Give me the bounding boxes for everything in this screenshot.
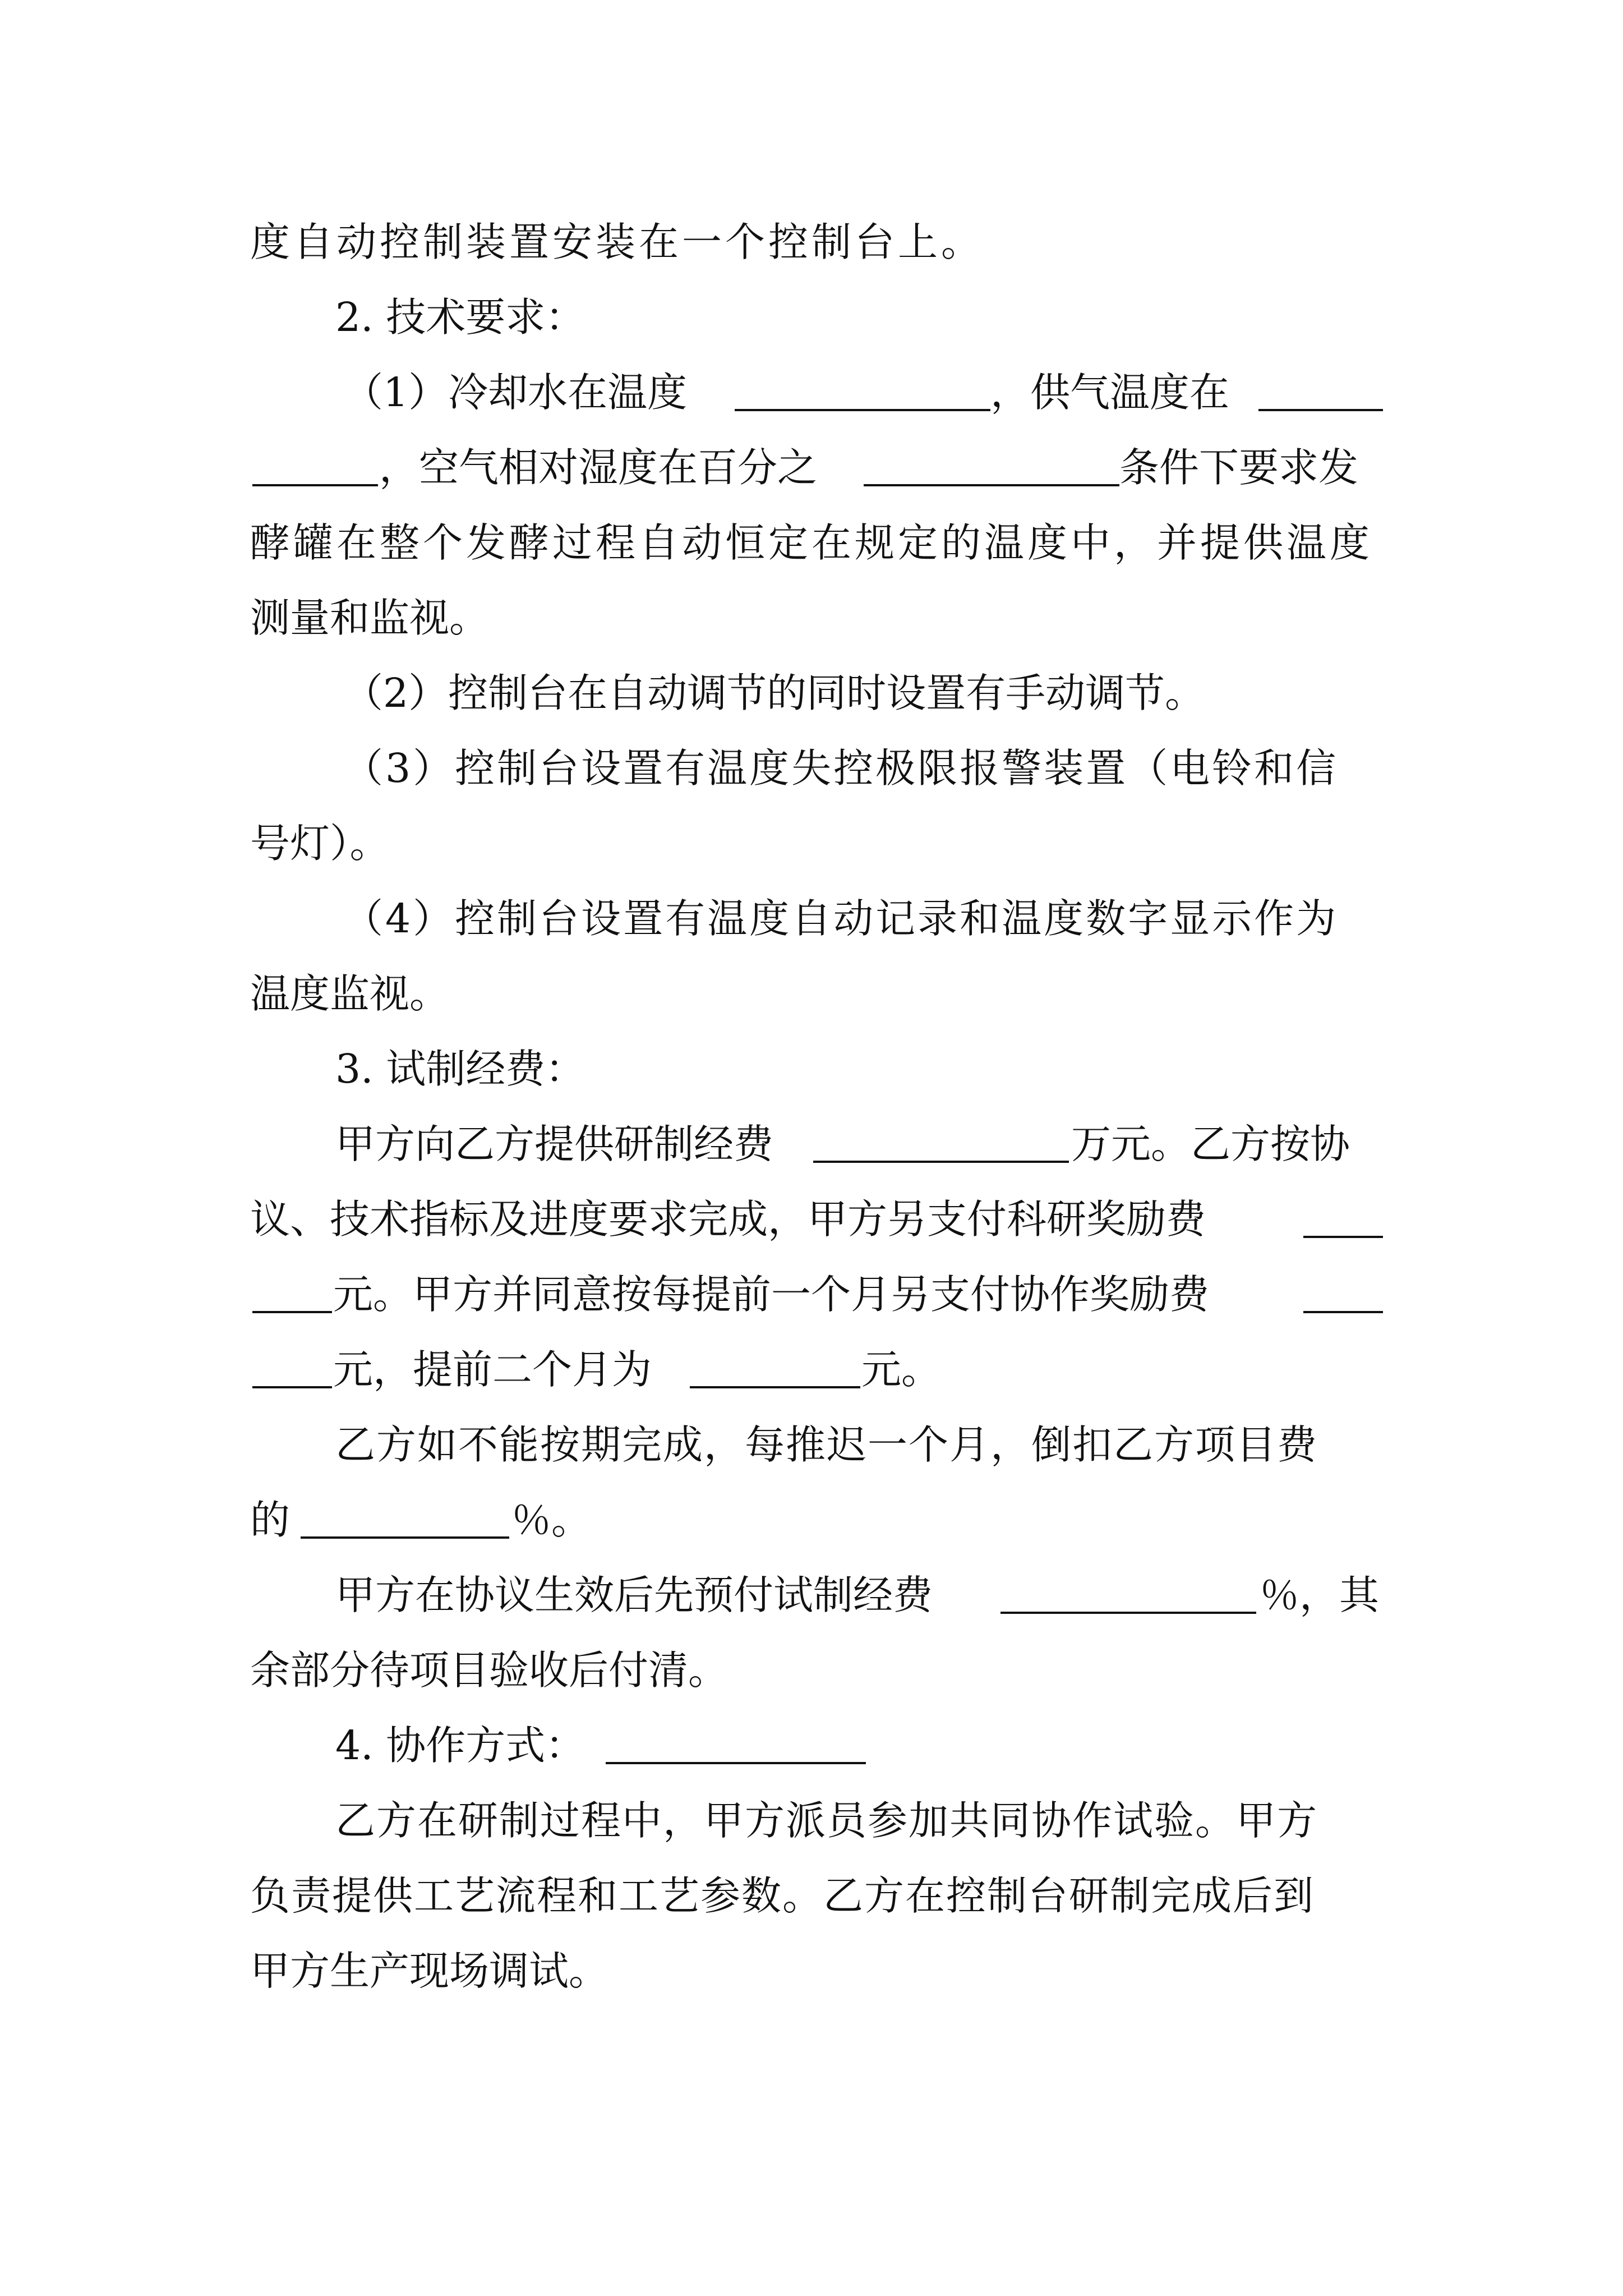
paragraph-line bbox=[0, 738, 1623, 799]
paragraph-line bbox=[0, 1940, 1623, 2002]
paragraph-line bbox=[0, 1264, 1623, 1326]
text-run: 号灯）。 bbox=[250, 820, 390, 867]
text-run: 元，提前二个月为 bbox=[333, 1346, 652, 1393]
text-run: 酵罐在整个发酵过程自动恒定在规定的温度中，并提供温度 bbox=[250, 519, 1373, 566]
text-run: 测量和监视。 bbox=[250, 595, 490, 641]
fill-blank bbox=[735, 372, 990, 411]
paragraph-line bbox=[0, 1640, 1623, 1701]
text-run: 甲方生产现场调试。 bbox=[250, 1948, 609, 1994]
paragraph-line bbox=[0, 1189, 1623, 1250]
fill-blank bbox=[1303, 1199, 1383, 1238]
paragraph-line bbox=[0, 587, 1623, 649]
fill-blank bbox=[252, 1349, 332, 1388]
text-run: 甲方向乙方提供研制经费 bbox=[335, 1121, 774, 1167]
text-run: ，空气相对湿度在百分之 bbox=[379, 444, 818, 491]
fill-blank bbox=[1000, 1575, 1256, 1614]
fill-blank bbox=[252, 1274, 332, 1313]
fill-blank bbox=[813, 1124, 1069, 1163]
text-run: 元。 bbox=[861, 1346, 942, 1393]
paragraph-line bbox=[0, 211, 1623, 273]
fill-blank bbox=[301, 1499, 509, 1539]
text-run: 的 bbox=[250, 1497, 291, 1543]
paragraph-line bbox=[0, 888, 1623, 950]
text-run: 2. 技术要求： bbox=[335, 294, 585, 341]
text-run: 条件下要求发 bbox=[1119, 444, 1359, 491]
text-run: 负责提供工艺流程和工艺参数。乙方在控制台研制完成后到 bbox=[250, 1872, 1315, 1919]
text-run: （3）控制台设置有温度失控极限报警装置（电铃和信 bbox=[343, 745, 1339, 792]
paragraph-line bbox=[0, 362, 1623, 424]
text-run: 4. 协作方式： bbox=[335, 1722, 585, 1769]
paragraph-line bbox=[0, 1865, 1623, 1927]
text-run: ，供气温度在 bbox=[990, 369, 1230, 416]
paragraph-line bbox=[0, 437, 1623, 499]
fill-blank bbox=[690, 1349, 860, 1388]
fill-blank bbox=[252, 447, 378, 486]
fill-blank bbox=[864, 447, 1119, 486]
text-run: 温度监视。 bbox=[250, 970, 450, 1017]
paragraph-line bbox=[0, 512, 1623, 574]
text-run: ％。 bbox=[511, 1497, 592, 1543]
paragraph-line bbox=[0, 813, 1623, 875]
text-run: 余部分待项目验收后付清。 bbox=[250, 1647, 728, 1694]
text-run: ％，其 bbox=[1260, 1572, 1380, 1618]
paragraph-line bbox=[0, 1565, 1623, 1626]
text-run: 甲方在协议生效后先预付试制经费 bbox=[335, 1572, 933, 1618]
section-heading-3 bbox=[0, 1038, 1623, 1100]
paragraph-line bbox=[0, 963, 1623, 1025]
text-run: （4）控制台设置有温度自动记录和温度数字显示作为 bbox=[343, 895, 1339, 942]
fill-blank bbox=[606, 1725, 866, 1764]
text-run: （2）控制台在自动调节的同时设置有手动调节。 bbox=[343, 670, 1205, 716]
fill-blank bbox=[1303, 1274, 1383, 1313]
paragraph-line bbox=[0, 1114, 1623, 1175]
paragraph-line bbox=[0, 1489, 1623, 1551]
paragraph-line bbox=[0, 1414, 1623, 1476]
section-heading-4 bbox=[0, 1715, 1623, 1777]
paragraph-line bbox=[0, 1339, 1623, 1401]
text-run: 万元。乙方按协 bbox=[1071, 1121, 1350, 1167]
text-run: 乙方在研制过程中，甲方派员参加共同协作试验。甲方 bbox=[335, 1797, 1318, 1844]
section-heading-2 bbox=[0, 287, 1623, 348]
paragraph-line bbox=[0, 1790, 1623, 1852]
text-run: 度自动控制装置安装在一个控制台上。 bbox=[250, 219, 985, 265]
text-run: （1）冷却水在温度 bbox=[343, 369, 688, 416]
text-run: 议、技术指标及进度要求完成，甲方另支付科研奖励费 bbox=[250, 1196, 1206, 1243]
fill-blank bbox=[1258, 372, 1383, 411]
text-run: 元。甲方并同意按每提前一个月另支付协作奖励费 bbox=[333, 1271, 1210, 1318]
paragraph-line bbox=[0, 662, 1623, 724]
text-run: 3. 试制经费： bbox=[335, 1046, 585, 1092]
text-run: 乙方如不能按期完成，每推迟一个月，倒扣乙方项目费 bbox=[335, 1421, 1318, 1468]
